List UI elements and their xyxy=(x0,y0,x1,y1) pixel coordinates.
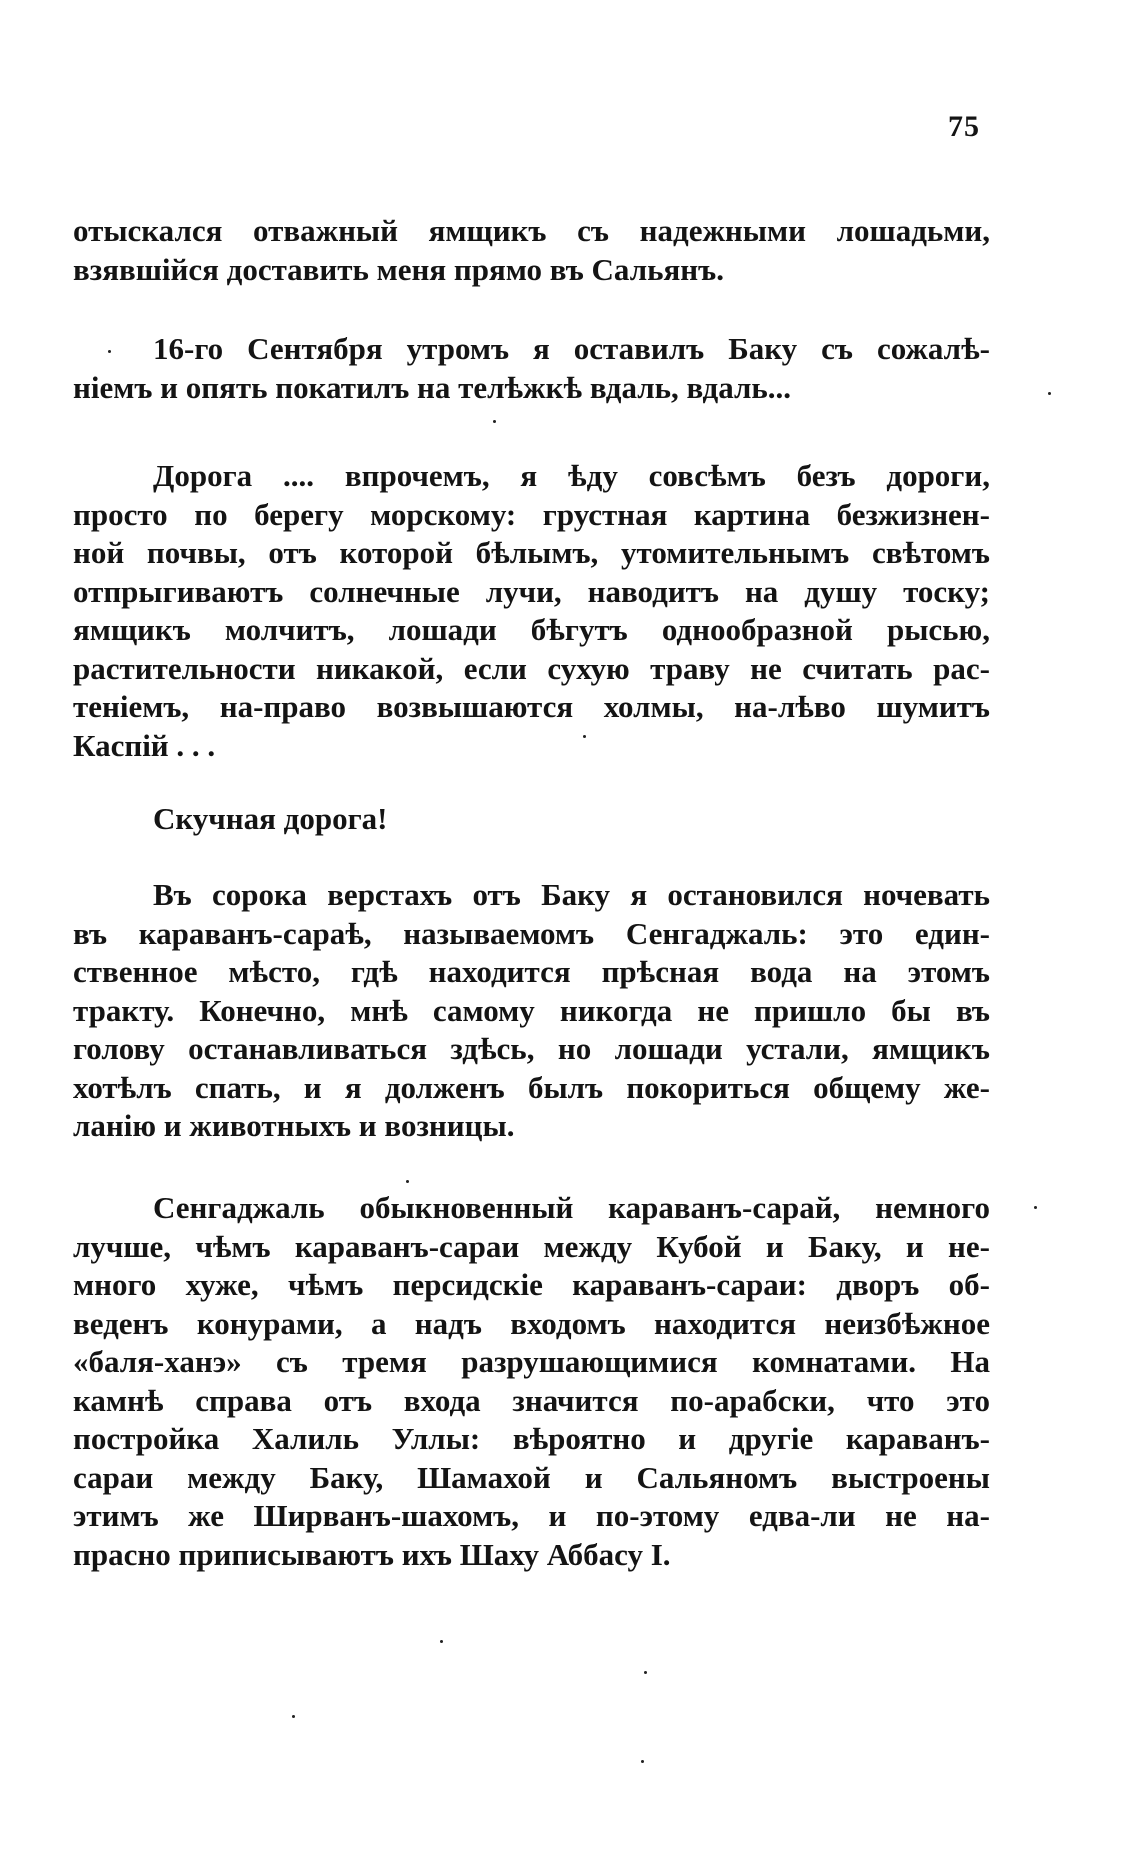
text-line: постройка Халиль Уллы: вѣроятно и другіе караванъ- xyxy=(73,1421,990,1456)
scan-speck xyxy=(641,1760,644,1763)
text-line: лучше, чѣмъ караванъ-сараи между Кубой и Баку, и не- xyxy=(73,1228,990,1264)
paragraph-sengajal xyxy=(73,1189,990,1574)
scan-speck xyxy=(644,1671,647,1674)
paragraph-stop xyxy=(73,876,990,1146)
text-line: «баля-ханэ» съ тремя разрушающимися комнатами. На xyxy=(73,1344,990,1379)
text-line: ной почвы, отъ которой бѣлымъ, утомительнымъ свѣтомъ xyxy=(73,535,990,570)
text-line: Въ сорока верстахъ отъ Баку я остановился ночевать xyxy=(153,877,990,912)
text-line: сараи между Баку, Шамахой и Сальяномъ выстроены xyxy=(73,1459,990,1495)
text-line: Дорога .... впрочемъ, я ѣду совсѣмъ безъ дороги, xyxy=(153,458,990,493)
text-line: тракту. Конечно, мнѣ самому никогда не пришло бы въ xyxy=(73,992,990,1028)
text-line: теніемъ, на-право возвышаются холмы, на-лѣво шумитъ xyxy=(73,689,990,724)
paragraph-road xyxy=(73,457,990,765)
text-line: ственное мѣсто, гдѣ находится прѣсная вода на этомъ xyxy=(73,954,990,989)
text-line: камнѣ справа отъ входа значится по-арабски, что это xyxy=(73,1382,990,1418)
text-line: въ караванъ-сараѣ, называемомъ Сенгаджаль: это един- xyxy=(73,915,990,951)
text-line: отыскался отважный ямщикъ съ надежными лошадьми, xyxy=(73,213,990,248)
text-line: растительности никакой, если сухую траву не считать рас- xyxy=(73,650,990,686)
text-line: Скучная дорога! xyxy=(153,801,388,836)
scan-speck xyxy=(440,1640,443,1643)
text-line: много хуже, чѣмъ персидскіе караванъ-сараи: дворъ об- xyxy=(73,1267,990,1302)
text-line: просто по берегу морскому: грустная картина безжизнен- xyxy=(73,496,990,532)
paragraph-continuation xyxy=(73,212,990,289)
scan-speck xyxy=(292,1715,295,1718)
text-line: Сенгаджаль обыкновенный караванъ-сарай, немного xyxy=(153,1190,990,1225)
text-line: хотѣлъ спать, и я долженъ былъ покориться общему же- xyxy=(73,1069,990,1105)
scan-speck xyxy=(406,1180,409,1183)
text-line: голову останавливаться здѣсь, но лошади устали, ямщикъ xyxy=(73,1031,990,1066)
text-line: отпрыгиваютъ солнечные лучи, наводитъ на душу тоску; xyxy=(73,573,990,609)
text-line: ланію и животныхъ и возницы. xyxy=(73,1108,515,1143)
page-number: 75 xyxy=(948,110,980,143)
text-line: Каспій . . . xyxy=(73,727,216,763)
text-line: веденъ конурами, а надъ входомъ находится неизбѣжное xyxy=(73,1305,990,1341)
scan-speck xyxy=(493,420,496,423)
text-line: этимъ же Ширванъ-шахомъ, и по-этому едва-ли не на- xyxy=(73,1498,990,1533)
text-line: ніемъ и опять покатилъ на телѣжкѣ вдаль, вдаль... xyxy=(73,369,791,405)
scan-speck xyxy=(1034,1206,1037,1209)
scan-speck xyxy=(1048,392,1051,395)
paragraph-departure xyxy=(73,330,990,407)
scan-speck xyxy=(108,350,111,353)
text-line: взявшійся доставить меня прямо въ Сальянъ. xyxy=(73,251,724,287)
text-line: ямщикъ молчитъ, лошади бѣгутъ однообразной рысью, xyxy=(73,612,990,647)
paragraph-boring xyxy=(73,800,990,839)
text-line: прасно приписываютъ ихъ Шаху Аббасу I. xyxy=(73,1536,671,1572)
scan-speck xyxy=(583,735,586,738)
text-line: 16-го Сентября утромъ я оставилъ Баку съ сожалѣ- xyxy=(153,331,990,366)
